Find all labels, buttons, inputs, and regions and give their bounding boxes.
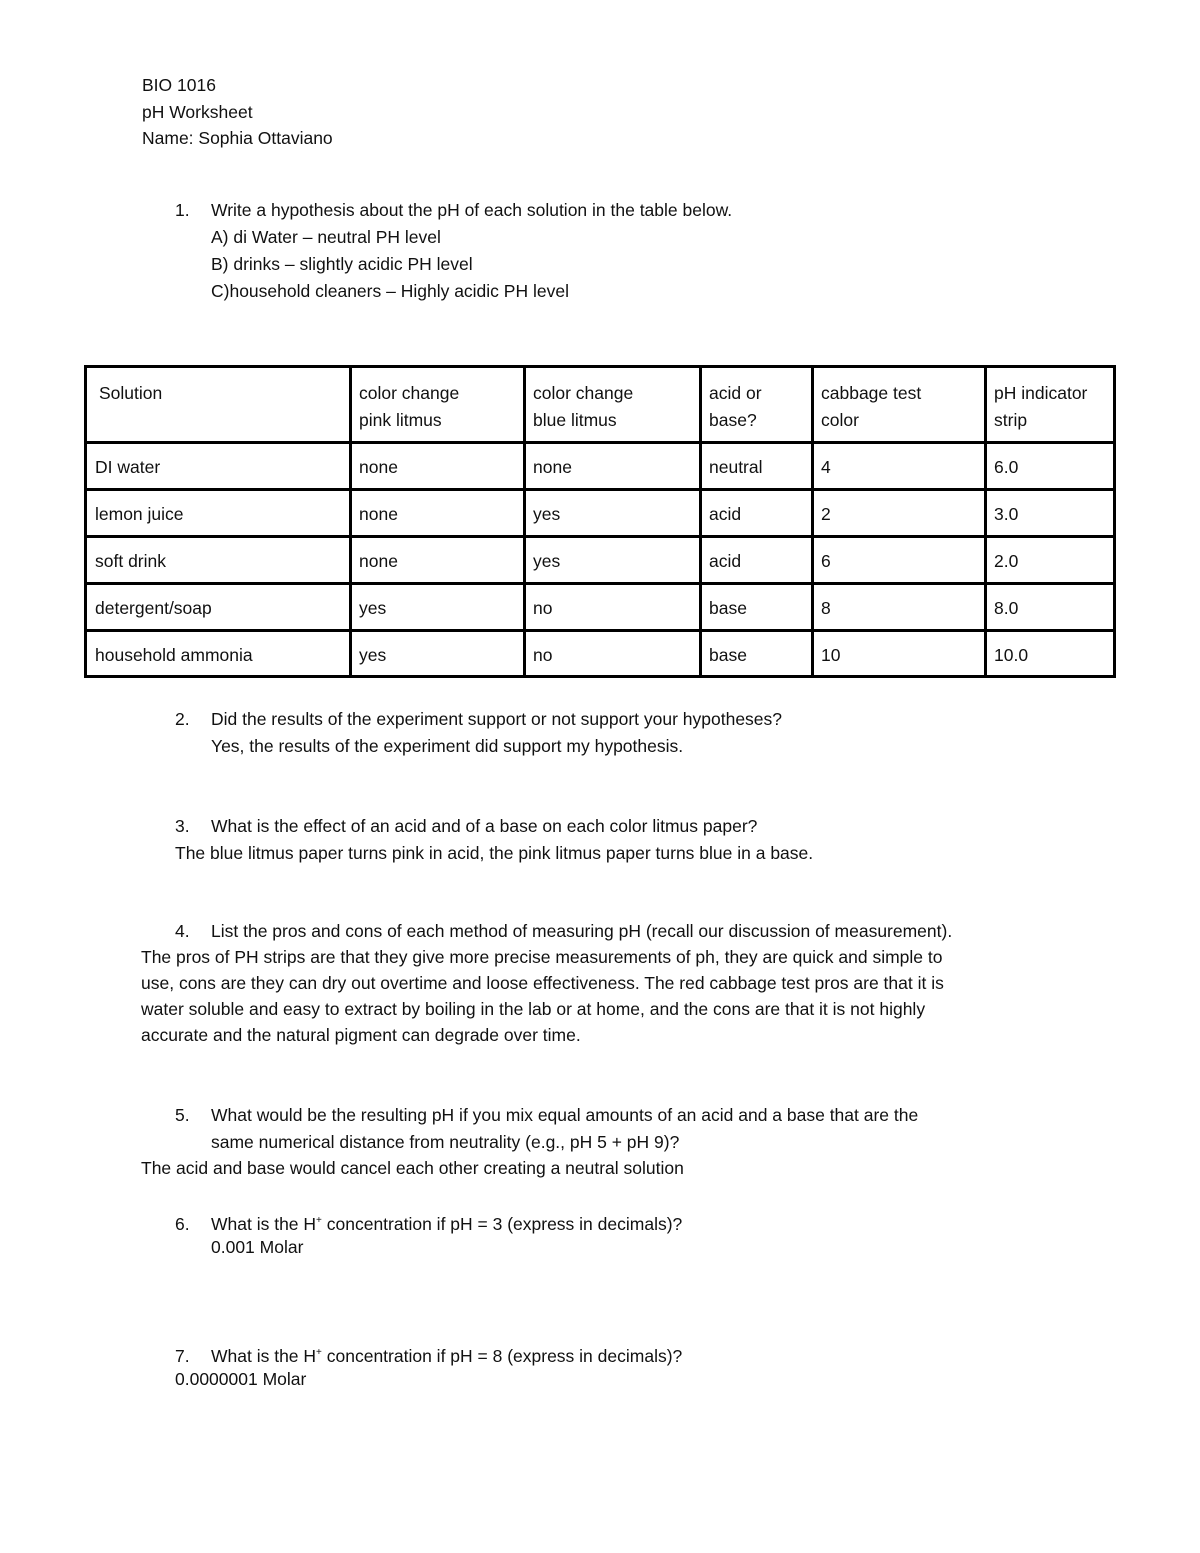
- header-solution: Solution: [99, 383, 163, 403]
- cell-pink: yes: [359, 598, 387, 618]
- question-4: [175, 920, 952, 942]
- cell-solution: DI water: [95, 457, 161, 477]
- cell-blue: no: [533, 598, 553, 618]
- cell-cabbage: 10: [821, 645, 841, 665]
- cell-blue: yes: [533, 551, 561, 571]
- question-3: [175, 815, 757, 837]
- question-5: [175, 1104, 918, 1126]
- cell-ph: 6.0: [994, 457, 1019, 477]
- cell-blue: no: [533, 645, 553, 665]
- cell-cabbage: 4: [821, 457, 831, 477]
- answer-4-line: accurate and the natural pigment can degrade over time.: [141, 1025, 581, 1045]
- cell-pink: none: [359, 551, 398, 571]
- question-1: [175, 199, 732, 221]
- cell-acid-base: acid: [709, 504, 742, 524]
- course-code: BIO 1016: [142, 75, 216, 95]
- cell-acid-base: base: [709, 645, 747, 665]
- question-number: 4.: [175, 921, 190, 941]
- question-text: Did the results of the experiment support or not support your hypotheses?: [211, 709, 783, 729]
- answer-1a: A) di Water – neutral PH level: [211, 227, 441, 247]
- cell-acid-base: neutral: [709, 457, 763, 477]
- cell-solution: lemon juice: [95, 504, 184, 524]
- cell-ph: 2.0: [994, 551, 1019, 571]
- question-text: What would be the resulting pH if you mix equal amounts of an acid and a base that are the: [211, 1105, 919, 1125]
- answer-3: The blue litmus paper turns pink in acid, the pink litmus paper turns blue in a base.: [175, 843, 814, 863]
- cell-solution: household ammonia: [95, 645, 253, 665]
- cell-cabbage: 8: [821, 598, 831, 618]
- cell-solution: soft drink: [95, 551, 166, 571]
- header-pink-litmus: color change pink litmus: [359, 383, 460, 430]
- cell-acid-base: acid: [709, 551, 742, 571]
- answer-1b: B) drinks – slightly acidic PH level: [211, 254, 473, 274]
- answer-2: Yes, the results of the experiment did support my hypothesis.: [211, 736, 684, 756]
- cell-blue: none: [533, 457, 572, 477]
- question-number: 2.: [175, 709, 190, 729]
- header-ph-strip: pH indicator strip: [994, 383, 1088, 430]
- question-2: [175, 708, 782, 730]
- worksheet-title: pH Worksheet: [142, 102, 253, 122]
- question-text: List the pros and cons of each method of measuring pH (recall our discussion of measurement).: [211, 921, 953, 941]
- cell-ph: 8.0: [994, 598, 1019, 618]
- question-7: 7. What is the H+ concentration if pH = 8 (express in decimals)?: [175, 1346, 683, 1366]
- answer-4-line: The pros of PH strips are that they give more precise measurements of ph, they are quick and simple to: [141, 947, 943, 967]
- answer-6: 0.001 Molar: [211, 1237, 304, 1257]
- answer-4-line: water soluble and easy to extract by boiling in the lab or at home, and the cons are that it is not highly: [141, 999, 926, 1019]
- header-cabbage: cabbage test color: [821, 383, 922, 430]
- question-number: 7.: [175, 1346, 190, 1366]
- question-text: Write a hypothesis about the pH of each solution in the table below.: [211, 200, 733, 220]
- question-5-line2: same numerical distance from neutrality (e.g., pH 5 + pH 9)?: [211, 1132, 680, 1152]
- student-name: Name: Sophia Ottaviano: [142, 128, 333, 148]
- cell-pink: none: [359, 457, 398, 477]
- cell-cabbage: 2: [821, 504, 831, 524]
- question-number: 1.: [175, 200, 190, 220]
- header-blue-litmus: color change blue litmus: [533, 383, 634, 430]
- question-number: 3.: [175, 816, 190, 836]
- cell-ph: 3.0: [994, 504, 1019, 524]
- cell-ph: 10.0: [994, 645, 1029, 665]
- results-table: [84, 365, 1116, 678]
- cell-pink: yes: [359, 645, 387, 665]
- cell-solution: detergent/soap: [95, 598, 212, 618]
- answer-7: 0.0000001 Molar: [175, 1369, 307, 1389]
- cell-pink: none: [359, 504, 398, 524]
- answer-5: The acid and base would cancel each other creating a neutral solution: [141, 1158, 684, 1178]
- cell-blue: yes: [533, 504, 561, 524]
- question-number: 5.: [175, 1105, 190, 1125]
- header-acid-base: acid or base?: [709, 383, 762, 430]
- answer-4-line: use, cons are they can dry out overtime and loose effectiveness. The red cabbage test pros are that it is: [141, 973, 944, 993]
- question-6: 6. What is the H+ concentration if pH = 3 (express in decimals)?: [175, 1214, 683, 1234]
- cell-acid-base: base: [709, 598, 747, 618]
- cell-cabbage: 6: [821, 551, 831, 571]
- question-number: 6.: [175, 1214, 190, 1234]
- answer-1c: C)household cleaners – Highly acidic PH level: [211, 281, 569, 301]
- question-text: What is the effect of an acid and of a base on each color litmus paper?: [211, 816, 758, 836]
